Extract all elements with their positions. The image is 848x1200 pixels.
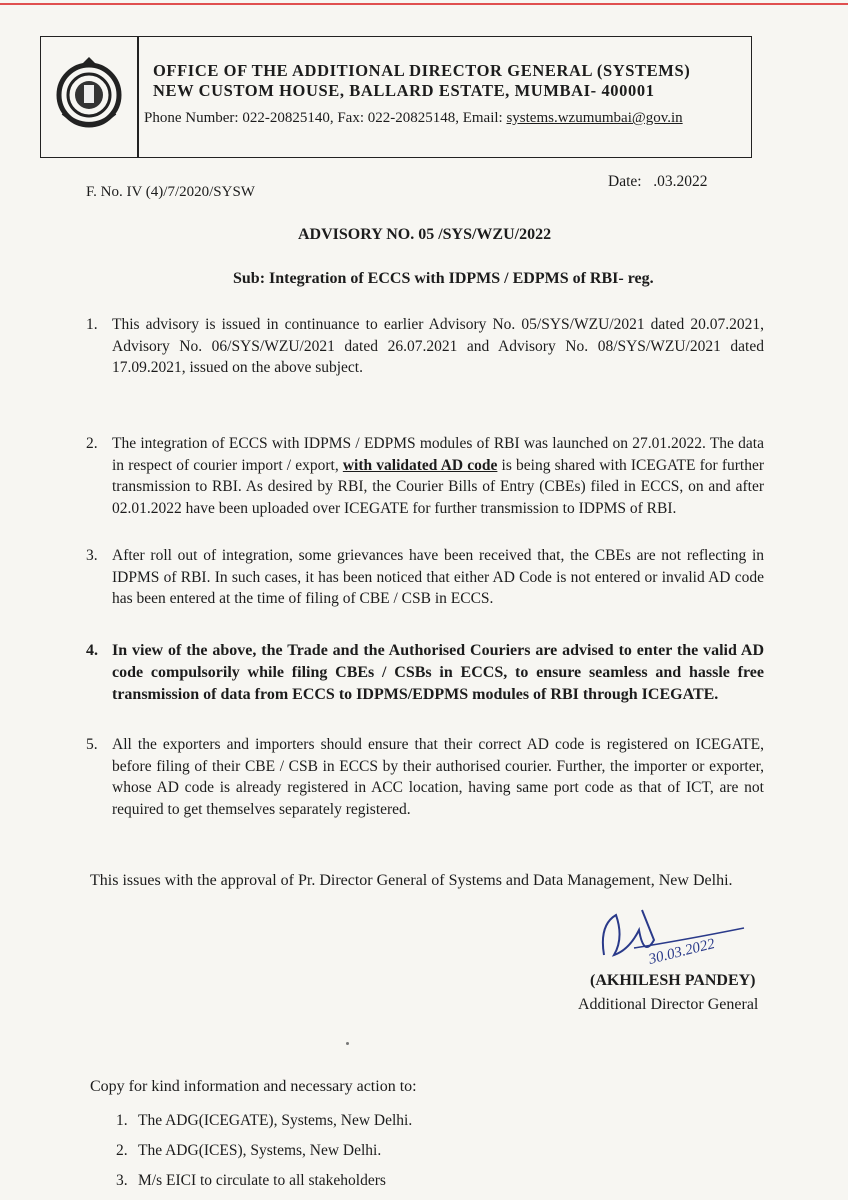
paragraph-number: 1. (86, 316, 98, 333)
subject-line: Sub: Integration of ECCS with IDPMS / EDPMS of RBI- reg. (233, 270, 654, 287)
office-location: NEW CUSTOM HOUSE, BALLARD ESTATE, MUMBAI- 400001 (153, 81, 655, 100)
paragraph-text: In view of the above, the Trade and the Authorised Couriers are advised to enter the valid AD code compulsorily while filing CBEs / CSBs in ECCS, to ensure seamless and hassle free transmission of data from ECCS to IDPMS/EDPMS modules of RBI through ICEGATE. (112, 642, 764, 703)
advisory-title: ADVISORY NO. 05 /SYS/WZU/2022 (298, 226, 552, 243)
paragraph-number: 2. (86, 435, 98, 452)
copy-item-text: The ADG(ICES), Systems, New Delhi. (138, 1142, 382, 1159)
copy-to-heading: Copy for kind information and necessary action to: (90, 1078, 417, 1095)
signatory-title: Additional Director General (578, 996, 759, 1013)
paragraph-5 (86, 734, 764, 820)
copy-item (116, 1172, 386, 1190)
paragraph-text-cont: is being shared with ICEGATE for further transmission to RBI. As desired by RBI, the Courier Bills of Entry (CBEs) filed in ECCS, on and after 02.01.2022 have been uploaded over ICEGATE for further transmission to IDPMS of RBI. (112, 456, 764, 517)
paragraph-2 (86, 433, 764, 519)
copy-item-number: 3. (116, 1172, 128, 1189)
signatory-name: (AKHILESH PANDEY) (590, 972, 756, 989)
office-name: OFFICE OF THE ADDITIONAL DIRECTOR GENERAL (SYSTEMS) (153, 61, 691, 80)
top-edge-line (0, 3, 848, 5)
document-date: Date: .03.2022 (608, 173, 708, 190)
letterhead-divider (137, 37, 139, 157)
copy-item (116, 1142, 381, 1160)
file-number: F. No. IV (4)/7/2020/SYSW (86, 184, 255, 200)
stray-mark (346, 1042, 349, 1045)
approval-statement: This issues with the approval of Pr. Director General of Systems and Data Management, New Delhi. (90, 872, 733, 889)
paragraph-number: 5. (86, 736, 98, 753)
signature-date: 30.03.2022 (647, 936, 717, 968)
copy-item-number: 1. (116, 1112, 128, 1129)
customs-emblem-icon (49, 49, 129, 139)
copy-item-text: The ADG(ICEGATE), Systems, New Delhi. (138, 1112, 413, 1129)
paragraph-3 (86, 545, 764, 610)
contact-numbers: Phone Number: 022-20825140, Fax: 022-20825148, Email: (144, 110, 507, 126)
paragraph-text: This advisory is issued in continuance to earlier Advisory No. 05/SYS/WZU/2021 dated 20.07.2021, Advisory No. 06/SYS/WZU/2021 dated 26.07.2021 and Advisory No. 08/SYS/WZU/2021 dated 17.09.2021, issued on the above subject. (112, 316, 764, 376)
paragraph-4 (86, 640, 764, 706)
paragraph-text: All the exporters and importers should ensure that their correct AD code is registered on ICEGATE, before filing of their CBE / CSB in ECCS by their authorised courier. Further, the importer or exporter, whose AD code is already registered in ACC location, having same port code as that of ICT, are not required to get themselves separately registered. (112, 736, 764, 818)
contact-line (144, 110, 683, 127)
paragraph-number: 4. (86, 642, 98, 659)
paragraph-text: After roll out of integration, some grievances have been received that, the CBEs are not reflecting in IDPMS of RBI. In such cases, it has been noticed that either AD Code is not entered or invalid AD code has been entered at the time of filing of CBE / CSB in ECCS. (112, 547, 764, 607)
paragraph-text: The integration of ECCS with IDPMS / EDPMS modules of RBI was launched on 27.01.2022. The data in respect of courier import / export, (112, 435, 764, 474)
paragraph-number: 3. (86, 547, 98, 564)
underlined-phrase: with validated AD code (342, 456, 498, 474)
paragraph-1 (86, 314, 764, 379)
copy-item (116, 1112, 412, 1130)
copy-item-text: M/s EICI to circulate to all stakeholders (138, 1172, 386, 1189)
copy-item-number: 2. (116, 1142, 128, 1159)
signature-mark (594, 900, 764, 980)
email-link[interactable]: systems.wzumumbai@gov.in (506, 110, 683, 126)
office-address (153, 61, 690, 101)
letterhead (40, 36, 752, 158)
